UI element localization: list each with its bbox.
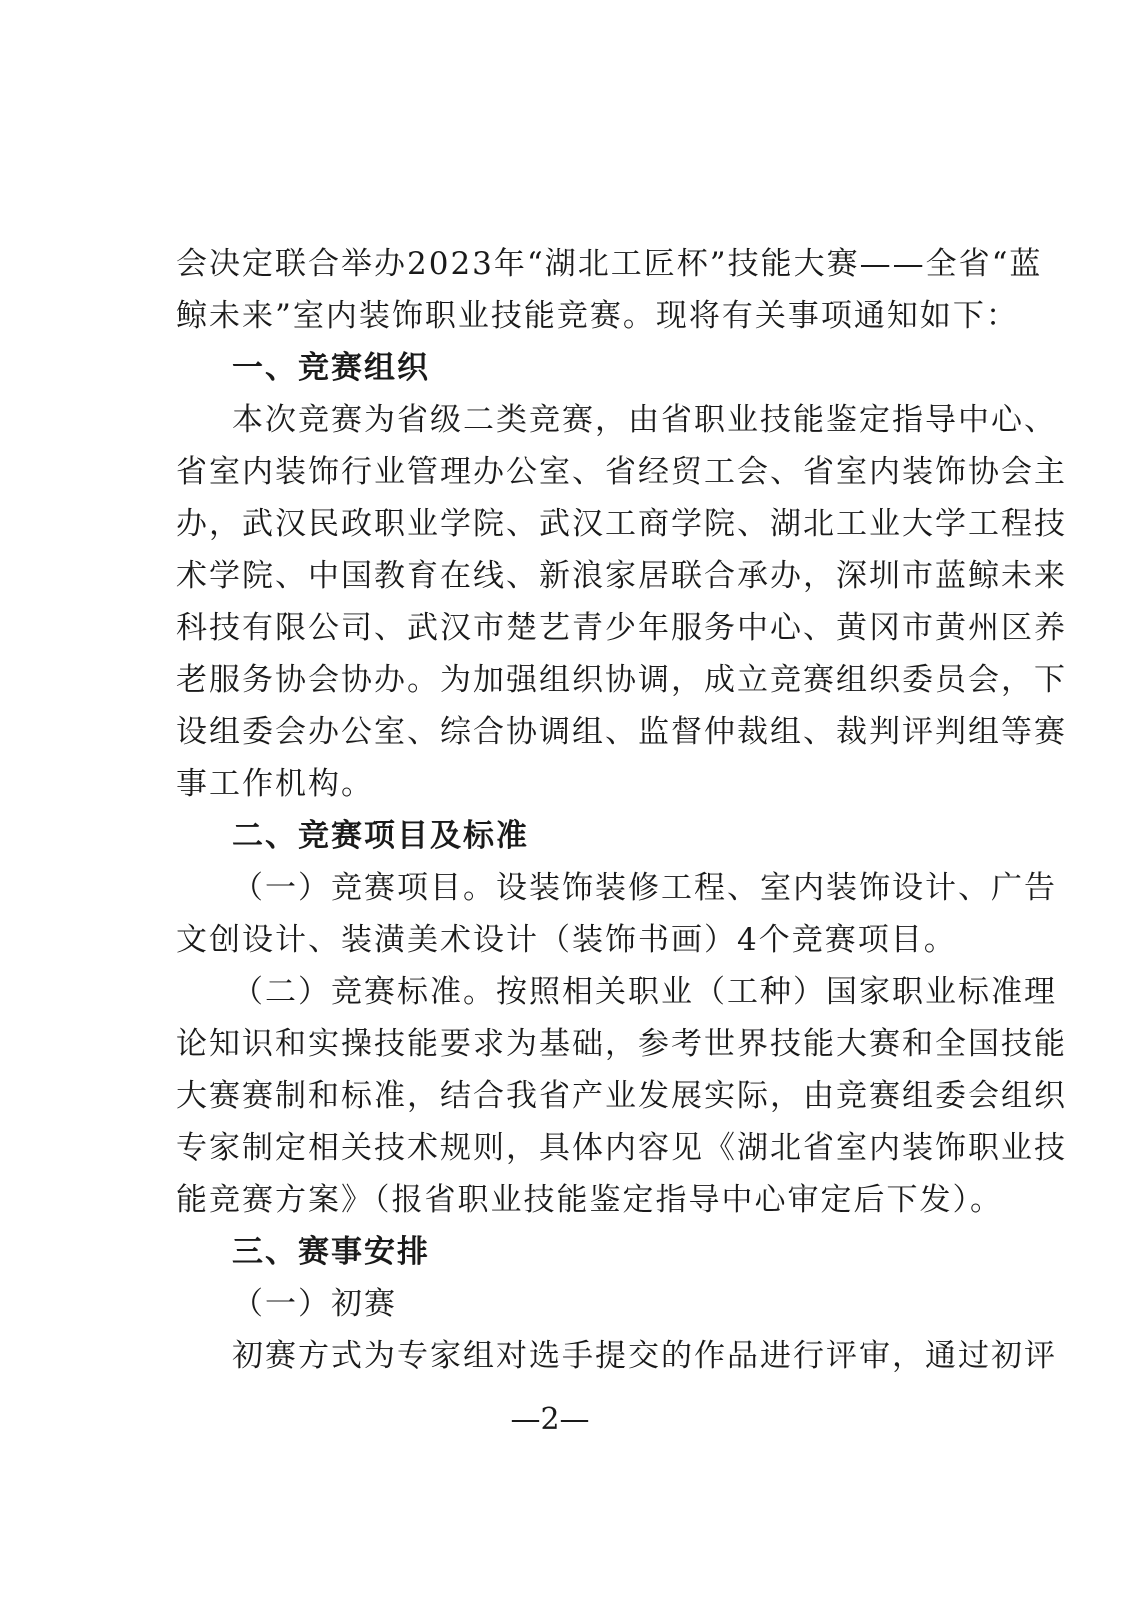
paragraph-line: 专家制定相关技术规则，具体内容见《湖北省室内装饰职业技 [176, 1130, 1067, 1166]
paragraph-line: 事工作机构。 [176, 766, 374, 802]
paragraph-line: 大赛赛制和标准，结合我省产业发展实际，由竞赛组委会组织 [176, 1078, 1067, 1114]
paragraph-line: 本次竞赛为省级二类竞赛，由省职业技能鉴定指导中心、 [232, 402, 1057, 438]
page-number: —2— [510, 1402, 590, 1437]
subsection-heading: （一）初赛 [232, 1286, 397, 1322]
paragraph-line: 论知识和实操技能要求为基础，参考世界技能大赛和全国技能 [176, 1026, 1067, 1062]
section-heading-2: 二、竞赛项目及标准 [232, 818, 529, 854]
paragraph-line: 设组委会办公室、综合协调组、监督仲裁组、裁判评判组等赛 [176, 714, 1067, 750]
paragraph-line: （二）竞赛标准。按照相关职业（工种）国家职业标准理 [232, 974, 1057, 1010]
paragraph-line: 办，武汉民政职业学院、武汉工商学院、湖北工业大学工程技 [176, 506, 1067, 542]
paragraph-line: 老服务协会协办。为加强组织协调，成立竞赛组织委员会，下 [176, 662, 1067, 698]
paragraph-line: （一）竞赛项目。设装饰装修工程、室内装饰设计、广告 [232, 870, 1057, 906]
paragraph-line: 科技有限公司、武汉市楚艺青少年服务中心、黄冈市黄州区养 [176, 610, 1067, 646]
paragraph-line: 文创设计、装潢美术设计（装饰书画）4个竞赛项目。 [176, 922, 957, 958]
paragraph-line: 会决定联合举办2023年“湖北工匠杯”技能大赛——全省“蓝 [176, 246, 1043, 282]
paragraph-line: 术学院、中国教育在线、新浪家居联合承办，深圳市蓝鲸未来 [176, 558, 1067, 594]
paragraph-line: 能竞赛方案》（报省职业技能鉴定指导中心审定后下发）。 [176, 1182, 1003, 1218]
paragraph-line: 初赛方式为专家组对选手提交的作品进行评审，通过初评 [232, 1338, 1057, 1374]
section-heading-3: 三、赛事安排 [232, 1234, 430, 1270]
paragraph-line: 鲸未来”室内装饰职业技能竞赛。现将有关事项通知如下： [176, 298, 1019, 334]
section-heading-1: 一、竞赛组织 [232, 350, 430, 386]
paragraph-line: 省室内装饰行业管理办公室、省经贸工会、省室内装饰协会主 [176, 454, 1067, 490]
